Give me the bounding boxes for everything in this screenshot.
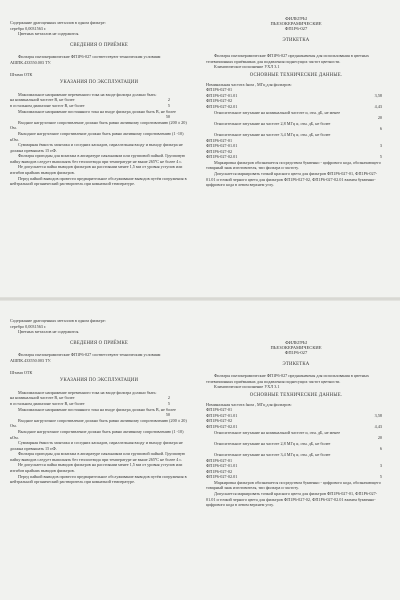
operation-paragraph: Выходное нагрузочное сопротивление должно быть равно активному сопротивлению (1 -10) кОм. — [10, 428, 184, 440]
voltage-row-value: 2 — [167, 395, 170, 401]
acceptance-heading: СВЕДЕНИЯ О ПРИЁМКЕ — [69, 340, 129, 346]
color-marking-text: Допускается маркировать точкой красного цвета для фильтров ФП1Р6-027-01, ФП1Р6-027-01.01 и точкой черного цвета для фильтров ФП1Р6-027-02, ФП1Р6-027-02.01 взамен буквенно-цифрового кода в левом верхнем углу. — [206, 171, 378, 188]
attenuation-34-text: Относительное затухание на частоте 3,4 МГц α, отн. дБ, не более — [214, 131, 331, 137]
product-model: ФП1Р6-027 — [284, 350, 308, 356]
precious-metals-line: серебро 0,0031563 г. — [10, 25, 47, 31]
attenuation-28-value: 6 — [379, 126, 382, 132]
attenuation-34-text: Относительное затухание на частоте 3,4 МГц α, отн. дБ, не более — [214, 451, 331, 457]
climate-text: Климатическое исполнение УХЛ 3.1 — [214, 384, 280, 390]
voltage-row-value: 2 — [167, 97, 170, 103]
attenuation-28-text: Относительное затухание на частоте 2,8 МГц α, отн. дБ, не более — [214, 440, 331, 446]
frequency-value: 3,58 — [374, 412, 382, 418]
dc-voltage-text: Максимальное напряжение постоянного тока на входе фильтра должно быть В, не более — [18, 108, 176, 114]
precious-metals-line: серебро 0,0031563 г. — [10, 323, 47, 329]
product-title: ПЬЕЗОКЕРАМИЧЕСКИЕ — [270, 345, 322, 351]
voltage-row-value: 5 — [167, 102, 170, 108]
voltage-row-label: в остальном диапазоне частот В, не более — [10, 102, 85, 108]
right-column — [206, 16, 386, 188]
label-sheet-bottom — [0, 300, 400, 598]
filter-code: ФП1Р6-027-01 — [206, 137, 233, 143]
filter-code: ФП1Р6-027-02 — [206, 148, 233, 154]
operation-paragraph: Суммарная ёмкость монтажа и соседних каскадов, параллельная входу и выходу фильтра не должна превышать 15 пФ. — [10, 440, 183, 451]
frequency-value: 3,58 — [374, 92, 382, 98]
attenuation-34-value: 3 — [379, 143, 382, 149]
operation-paragraph: Входное нагрузочное сопротивление должно быть равно активному сопротивлению (200 ± 20) Ом. — [10, 119, 187, 131]
operation-paragraph: Не допускается пайка выводов фильтров на расстоянии менее 1,5 мм от уровня уступов или изгибов крайних выводов фильтров. — [10, 164, 183, 176]
filter-code: ФП1Р6-027-02.01 — [206, 423, 238, 429]
climate-text: Климатическое исполнение УХЛ 3.1 — [214, 64, 280, 70]
operation-heading: УКАЗАНИЯ ПО ЭКСПЛУАТАЦИИ — [59, 378, 139, 384]
attenuation-nominal-value: 20 — [377, 115, 382, 121]
left-column — [10, 20, 188, 187]
operation-paragraph: Входное нагрузочное сопротивление должно быть равно активному сопротивлению (200 ± 20) Ом. — [10, 417, 187, 429]
operation-paragraph: Фильтры пригодны для монтажа в аппаратуре паяльником или групповой пайкой. Групповую пайку выводов следует выполнять без теплоотвода при температуре не выше 265ºС не более 4 с. — [10, 451, 186, 462]
attenuation-nominal-text: Относительное затухание на номинальной частоте α, отн. дБ, не менее — [214, 429, 341, 435]
filter-code: ФП1Р6-027-01.01 — [206, 412, 238, 418]
marking-text: Маркировка фильтров обозначается посредством буквенно - цифрового кода, обозначающего товарный знак изготовителя, тип фильтра и частоту. — [206, 479, 381, 491]
frequency-label: Номинальная частота fном , МГц для фильтров: — [206, 401, 292, 407]
filter-code: ФП1Р6-027-02 — [206, 98, 233, 104]
operation-paragraph: Не допускается пайка выводов фильтров на расстоянии менее 1,5 мм от уровня уступов или изгибов крайних выводов фильтров. — [10, 462, 183, 474]
label-sheet-top — [0, 0, 400, 298]
filter-code: ФП1Р6-027-01.01 — [206, 463, 238, 469]
otk-stamp-label: Штамп ОТК — [10, 71, 33, 77]
filter-code: ФП1Р6-027-01 — [206, 407, 233, 413]
operation-heading: УКАЗАНИЯ ПО ЭКСПЛУАТАЦИИ — [59, 80, 139, 86]
tech-data-heading: ОСНОВНЫЕ ТЕХНИЧЕСКИЕ ДАННЫЕ. — [249, 72, 343, 78]
product-title: ФИЛЬТРЫ — [285, 16, 307, 21]
attenuation-34-value: 5 — [379, 474, 382, 480]
otk-stamp-label: Штамп ОТК — [10, 369, 33, 375]
intro-text: Фильтры пьезокерамические ФП1Р6-027 предназначены для использования в цветных телевизионных приёмниках для подавления поднесущих частот цветности. — [206, 373, 369, 384]
precious-metals-line: Содержание драгоценных металлов в одном фильтре: — [10, 20, 106, 25]
filter-code: ФП1Р6-027-02.01 — [206, 103, 238, 109]
voltage-row-label: в остальном диапазоне частот В, не более — [10, 400, 85, 406]
operation-paragraph: Выходное нагрузочное сопротивление должно быть равно активному сопротивлению (1 -10) кОм. — [10, 130, 184, 142]
color-marking-text: Допускается маркировать точкой красного цвета для фильтров ФП1Р6-027-01, ФП1Р6-027-01.01 и точкой черного цвета для фильтров ФП1Р6-027-02, ФП1Р6-027-02.01 взамен буквенно-цифрового кода в левом верхнем углу. — [206, 491, 378, 508]
acceptance-text: Фильтры пьезокерамические ФП1Р6-027 соответствуют техническим условиям АШПК.433550.003 ТУ. — [10, 54, 161, 65]
marking-text: Маркировка фильтров обозначается посредством буквенно - цифрового кода, обозначающего товарный знак изготовителя, тип фильтра и частоту. — [206, 159, 381, 171]
voltage-row-label: на номинальной частоте В, не более — [10, 395, 75, 401]
operation-paragraph: Перед пайкой выводов провести предварительное обслуживание выводов путём погружения в нейтральной органический растворитель при комнатной температуре. — [10, 175, 187, 187]
frequency-label: Номинальная частота fном , МГц для фильтров: — [206, 81, 292, 87]
attenuation-28-value: 6 — [379, 446, 382, 452]
voltage-row-label: на номинальной частоте В, не более — [10, 97, 75, 103]
filter-code: ФП1Р6-027-01.01 — [206, 143, 238, 149]
operation-paragraph: Фильтры пригодны для монтажа в аппаратуре паяльником или групповой пайкой. Групповую пайку выводов следует выполнять без теплоотвода при температуре не выше 265ºС не более 4 с. — [10, 153, 186, 164]
precious-metals-line: Цветных металлов не содержится. — [18, 31, 80, 37]
filter-code: ФП1Р6-027-01 — [206, 87, 233, 93]
intro-text: Фильтры пьезокерамические ФП1Р6-027 предназначены для использования в цветных телевизионных приёмниках для подавления поднесущих частот цветности. — [206, 53, 369, 64]
label-heading: ЭТИКЕТКА — [282, 361, 310, 367]
filter-code: ФП1Р6-027-02.01 — [206, 154, 238, 160]
operation-intro: Максимальное напряжение переменного тока на входе фильтра должно быть: — [18, 91, 157, 97]
filter-code: ФП1Р6-027-02 — [206, 468, 233, 474]
dc-voltage-value: 50 — [165, 412, 170, 418]
label-heading: ЭТИКЕТКА — [282, 37, 310, 43]
operation-paragraph: Перед пайкой выводов провести предварительное обслуживание выводов путём погружения в нейтральной органический растворитель при комнатной температуре. — [10, 473, 187, 485]
product-title: ФИЛЬТРЫ — [285, 340, 307, 345]
filter-code: ФП1Р6-027-01 — [206, 457, 233, 463]
tech-data-heading: ОСНОВНЫЕ ТЕХНИЧЕСКИЕ ДАННЫЕ. — [249, 392, 343, 398]
precious-metals-line: Содержание драгоценных металлов в одном фильтре: — [10, 318, 106, 323]
product-model: ФП1Р6-027 — [284, 26, 308, 32]
dc-voltage-text: Максимальное напряжение постоянного тока на входе фильтра должно быть В, не более — [18, 406, 176, 412]
product-title: ПЬЕЗОКЕРАМИЧЕСКИЕ — [270, 21, 322, 27]
operation-paragraph: Суммарная ёмкость монтажа и соседних каскадов, параллельная входу и выходу фильтра не должна превышать 15 пФ. — [10, 142, 183, 153]
right-column — [206, 340, 386, 508]
voltage-row-value: 5 — [167, 400, 170, 406]
attenuation-34-value: 3 — [379, 463, 382, 469]
acceptance-text: Фильтры пьезокерамические ФП1Р6-027 соответствуют техническим условиям АШПК.433550.003 ТУ. — [10, 352, 161, 363]
attenuation-28-text: Относительное затухание на частоте 2,8 МГц α, отн. дБ, не более — [214, 120, 331, 126]
filter-code: ФП1Р6-027-02.01 — [206, 474, 238, 480]
filter-code: ФП1Р6-027-02 — [206, 418, 233, 424]
dc-voltage-value: 50 — [165, 114, 170, 120]
operation-intro: Максимальное напряжение переменного тока на входе фильтра должно быть: — [18, 389, 157, 395]
attenuation-nominal-text: Относительное затухание на номинальной частоте α, отн. дБ, не менее — [214, 109, 341, 115]
acceptance-heading: СВЕДЕНИЯ О ПРИЁМКЕ — [69, 42, 129, 48]
attenuation-nominal-value: 20 — [377, 435, 382, 441]
precious-metals-line: Цветных металлов не содержится. — [18, 329, 80, 335]
frequency-value: 4,43 — [374, 423, 382, 429]
left-column — [10, 318, 188, 485]
filter-code: ФП1Р6-027-01.01 — [206, 92, 238, 98]
attenuation-34-value: 5 — [379, 154, 382, 160]
frequency-value: 4,43 — [374, 103, 382, 109]
